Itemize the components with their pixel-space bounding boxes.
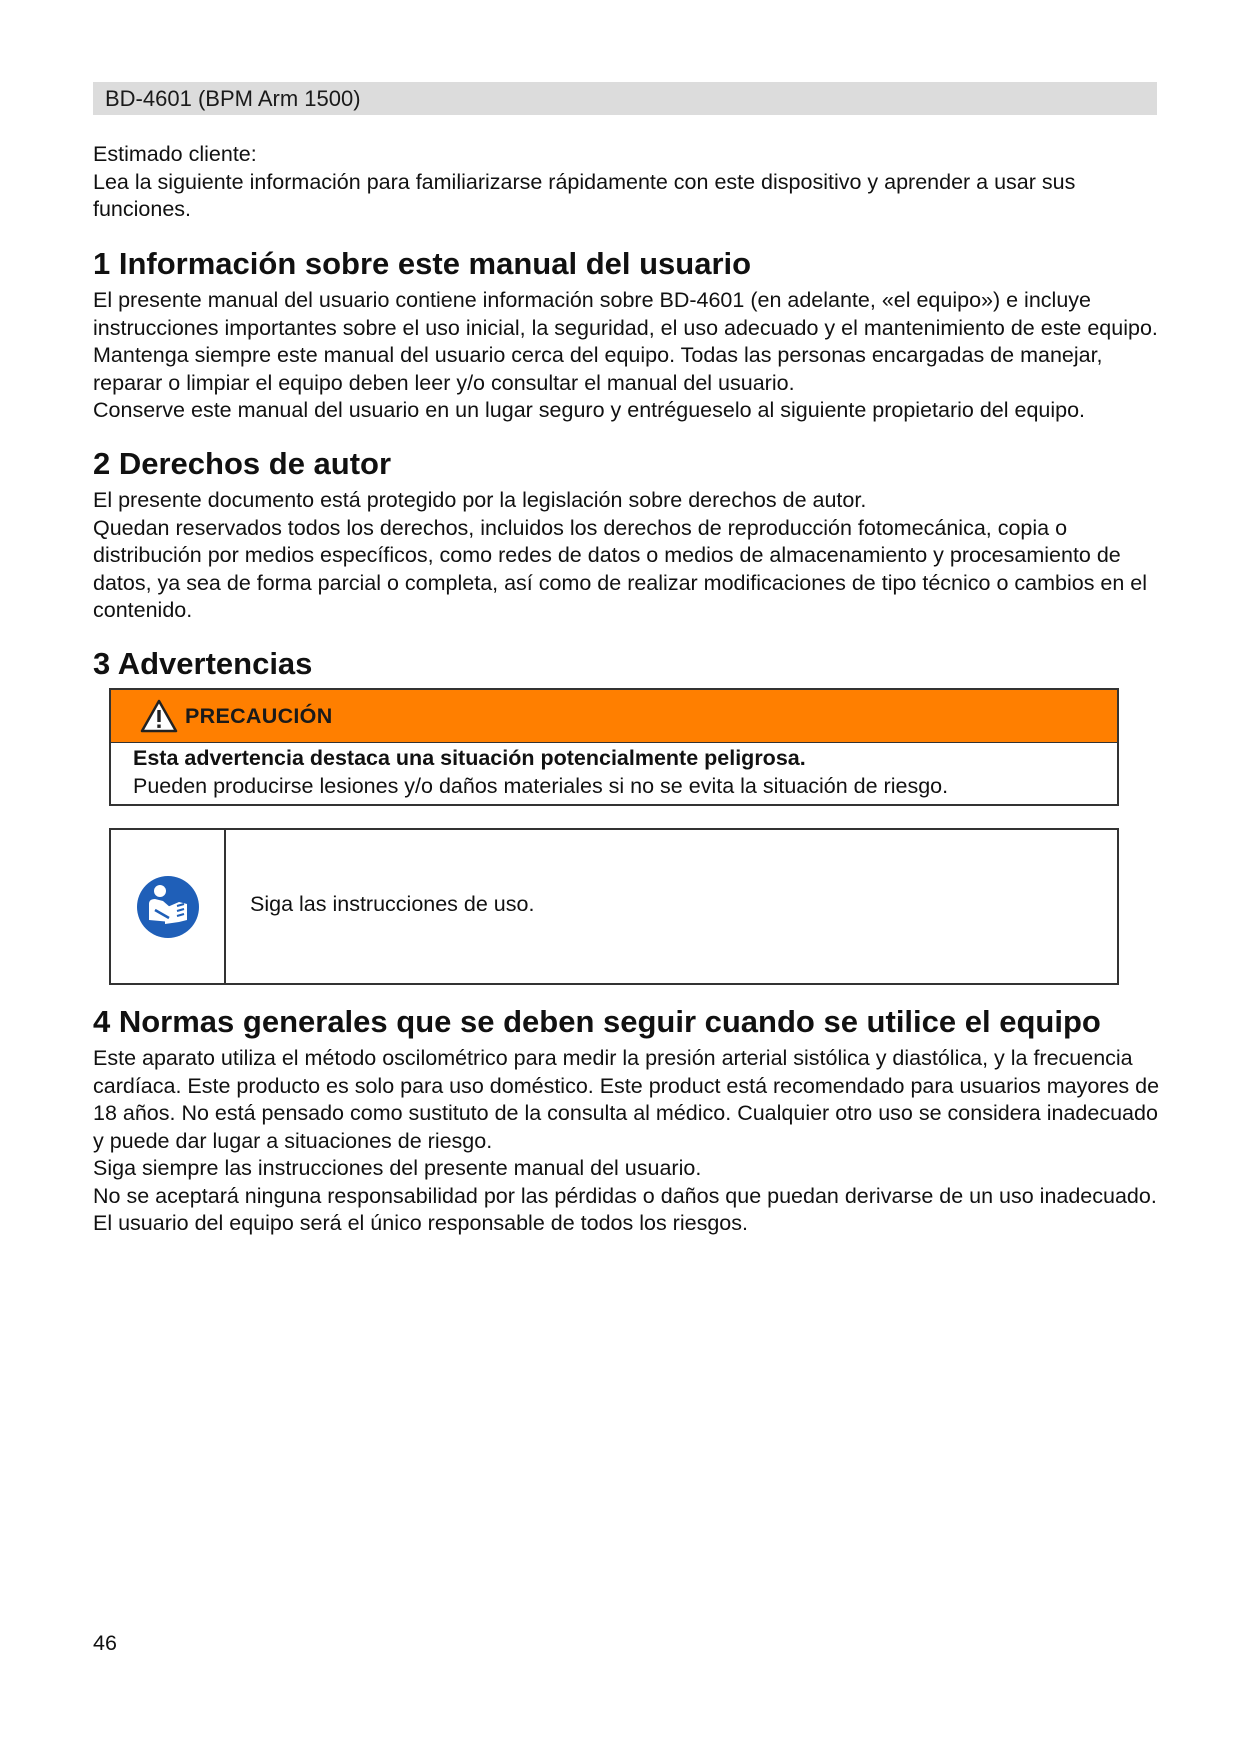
section-2-paragraph: Quedan reservados todos los derechos, incluidos los derechos de reproducción fotomecánica, copia o distribución por medios específicos, como redes de datos o medios de almacenamiento y procesamiento de datos, ya sea de forma parcial o completa, así como de realizar modificaciones de tipo técnico o cambios en el contenido. bbox=[93, 515, 1148, 622]
intro-text: Lea la siguiente información para familiarizarse rápidamente con este dispositivo y aprender a usar sus funciones. bbox=[93, 169, 1076, 221]
section-1-title: 1 Información sobre este manual del usuario bbox=[93, 246, 752, 281]
caution-headline: Esta advertencia destaca una situación potencialmente peligrosa. bbox=[133, 746, 806, 770]
intro bbox=[93, 141, 1173, 224]
section-1-paragraph: El presente manual del usuario contiene información sobre BD-4601 (en adelante, «el equipo») e incluye instrucciones importantes sobre el uso inicial, la seguridad, el uso adecuado y el mantenimiento de este equipo. Mantenga siempre este manual del usuario cerca del equipo. Todas las personas encargadas de manejar, reparar o limpiar el equipo deben leer y/o consultar el manual del usuario. bbox=[93, 288, 1158, 395]
instruction-icon-cell bbox=[111, 830, 226, 983]
caution-body bbox=[111, 743, 1117, 800]
section-1-paragraph: Conserve este manual del usuario en un lugar seguro y entrégueselo al siguiente propietario del equipo. bbox=[93, 398, 1086, 422]
warning-triangle-icon bbox=[139, 698, 179, 734]
caution-box bbox=[109, 688, 1119, 806]
section-2-body bbox=[93, 487, 1173, 625]
instruction-box bbox=[109, 828, 1119, 985]
caution-text: Pueden producirse lesiones y/o daños materiales si no se evita la situación de riesgo. bbox=[133, 773, 949, 798]
read-manual-icon bbox=[135, 874, 201, 940]
section-2-paragraph: El presente documento está protegido por la legislación sobre derechos de autor. bbox=[93, 488, 867, 512]
section-4-body bbox=[93, 1045, 1173, 1238]
caution-header bbox=[111, 690, 1117, 743]
section-4-paragraph: Este aparato utiliza el método oscilométrico para medir la presión arterial sistólica y diastólica, y la frecuencia cardíaca. Este producto es solo para uso doméstico. Este product está recomendado para usuarios mayores de 18 años. No está pensado como sustituto de la consulta al médico. Cualquier otro uso se considera inadecuado y puede dar lugar a situaciones de riesgo. bbox=[93, 1046, 1160, 1153]
section-4-paragraph: Siga siempre las instrucciones del presente manual del usuario. bbox=[93, 1156, 702, 1180]
document-header bbox=[93, 82, 1157, 115]
page-number: 46 bbox=[93, 1631, 117, 1655]
section-1-body bbox=[93, 287, 1173, 425]
section-2-title: 2 Derechos de autor bbox=[93, 446, 392, 481]
section-4-title: 4 Normas generales que se deben seguir cuando se utilice el equipo bbox=[93, 1004, 1101, 1039]
section-4-paragraph: No se aceptará ninguna responsabilidad por las pérdidas o daños que puedan derivarse de un uso inadecuado. El usuario del equipo será el único responsable de todos los riesgos. bbox=[93, 1183, 1157, 1235]
caution-title: PRECAUCIÓN bbox=[185, 703, 333, 728]
greeting: Estimado cliente: bbox=[93, 142, 257, 166]
section-3-title: 3 Advertencias bbox=[93, 646, 313, 681]
instruction-text: Siga las instrucciones de uso. bbox=[250, 892, 535, 916]
model-title: BD-4601 (BPM Arm 1500) bbox=[105, 86, 361, 111]
